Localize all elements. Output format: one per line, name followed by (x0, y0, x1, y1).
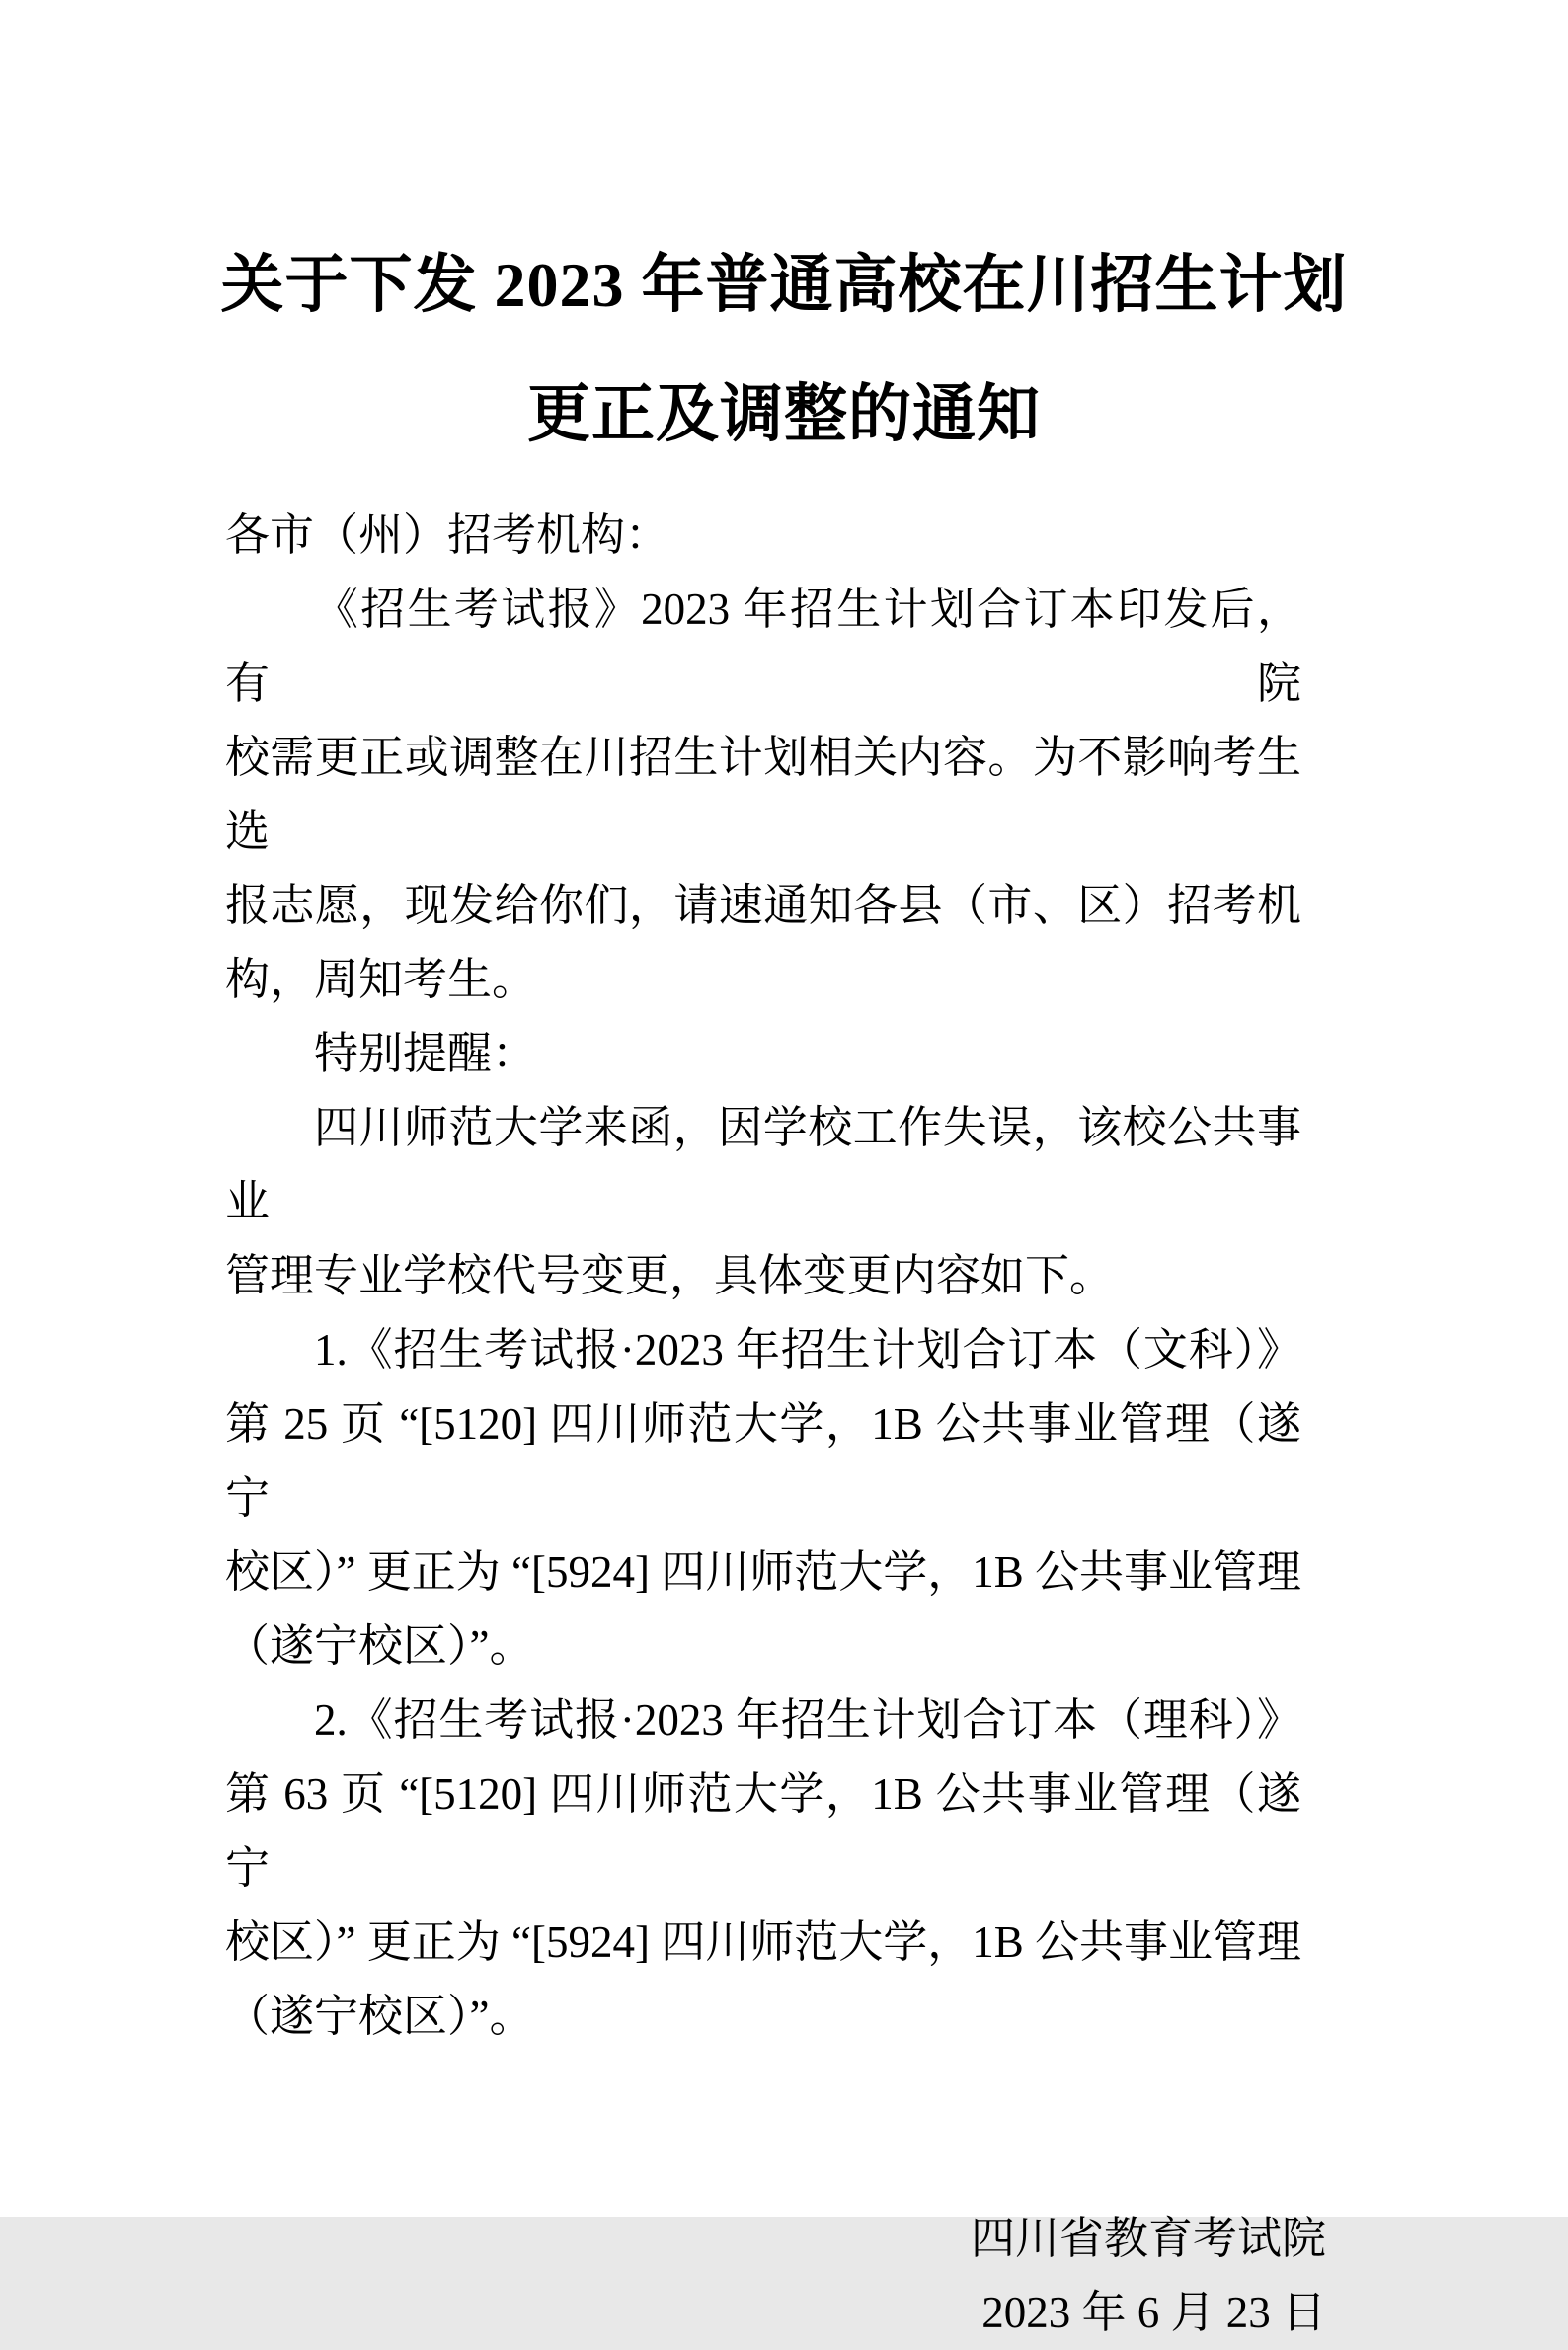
body-line: （遂宁校区）”。 (225, 1992, 534, 2041)
body-line: 管理专业学校代号变更，具体变更内容如下。 (225, 1251, 1115, 1300)
signature-block (225, 2202, 1326, 2350)
body-line: 2.《招生考试报·2023 年招生计划合订本（理科）》 (314, 1695, 1301, 1745)
body-line: 校区）” 更正为 “[5924] 四川师范大学，1B 公共事业管理 (225, 1918, 1301, 1967)
body-line: 四川师范大学来函，因学校工作失误，该校公共事业 (225, 1103, 1301, 1226)
body-line: 各市（州）招考机构： (225, 510, 670, 560)
body-line: 《招生考试报》2023 年招生计划合订本印发后，有院 (225, 585, 1301, 708)
body-line: 构，周知考生。 (225, 955, 537, 1004)
body-line: 第 63 页 “[5120] 四川师范大学，1B 公共事业管理（遂宁 (225, 1769, 1301, 1893)
document-title-line-1: 关于下发 2023 年普通高校在川招生计划 (220, 250, 1348, 320)
document-body (225, 499, 1301, 2054)
document-title (0, 0, 1568, 479)
body-line: 特别提醒： (314, 1029, 537, 1078)
body-line: （遂宁校区）”。 (225, 1621, 534, 1671)
body-line: 第 25 页 “[5120] 四川师范大学，1B 公共事业管理（遂宁 (225, 1399, 1301, 1523)
signature-date: 2023 年 6 月 23 日 (981, 2288, 1326, 2337)
body-line: 校区）” 更正为 “[5924] 四川师范大学，1B 公共事业管理 (225, 1547, 1301, 1597)
body-line: 1.《招生考试报·2023 年招生计划合订本（文科）》 (314, 1325, 1301, 1374)
signature-organization: 四川省教育考试院 (970, 2214, 1326, 2263)
body-line: 校需更正或调整在川招生计划相关内容。为不影响考生选 (225, 733, 1301, 856)
document-title-line-2: 更正及调整的通知 (527, 379, 1041, 449)
body-line: 报志愿，现发给你们，请速通知各县（市、区）招考机 (225, 881, 1301, 930)
